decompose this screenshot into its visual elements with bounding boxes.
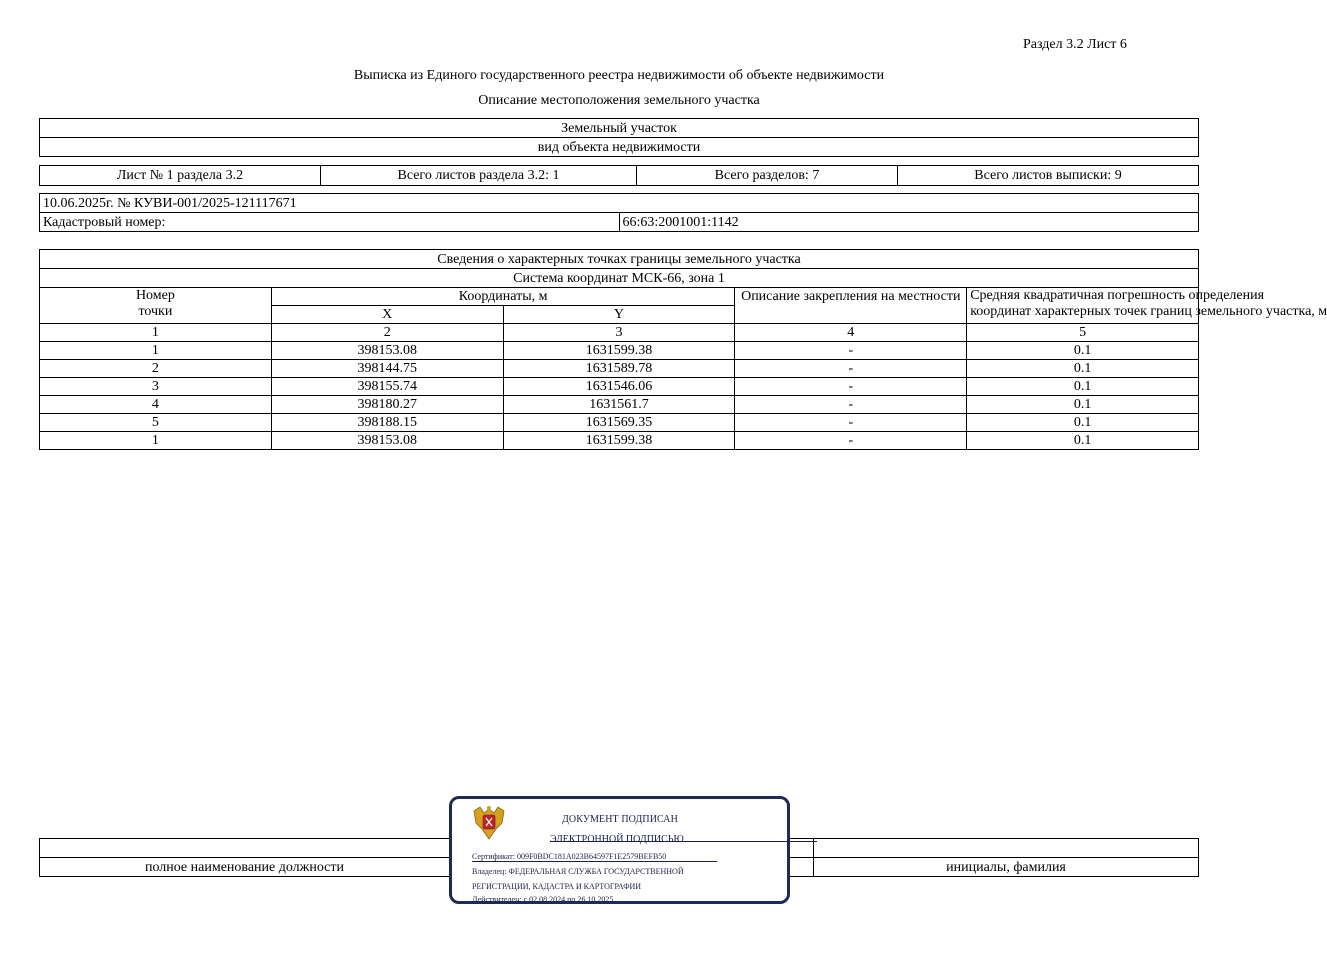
sheet-number: Лист № 1 раздела 3.2 — [40, 166, 321, 186]
col-coordinates: Координаты, м — [271, 288, 735, 306]
point-description: - — [735, 396, 967, 414]
point-x: 398155.74 — [271, 378, 503, 396]
col-y: Y — [503, 306, 735, 324]
position-caption: полное наименование должности — [40, 858, 450, 877]
cadastral-number: 66:63:2001001:1142 — [619, 213, 1199, 232]
col-point-number-line1: Номер — [135, 288, 175, 303]
document-info-table — [39, 193, 1199, 232]
cadastral-label: Кадастровый номер: — [40, 213, 620, 232]
name-caption: инициалы, фамилия — [814, 858, 1199, 877]
total-sheets-count: Всего листов выписки: 9 — [898, 166, 1199, 186]
point-y: 1631569.35 — [503, 414, 735, 432]
document-subtitle: Описание местоположения земельного участка — [478, 93, 760, 108]
point-number: 3 — [40, 378, 272, 396]
point-number: 2 — [40, 360, 272, 378]
point-x: 398144.75 — [271, 360, 503, 378]
col-point-number — [40, 288, 272, 324]
electronic-signature-stamp — [449, 796, 790, 904]
index-cell: 5 — [967, 324, 1199, 342]
index-row — [40, 324, 1199, 342]
point-y: 1631561.7 — [503, 396, 735, 414]
point-error: 0.1 — [967, 342, 1199, 360]
table-row — [40, 414, 1199, 432]
index-cell: 4 — [735, 324, 967, 342]
point-error: 0.1 — [967, 414, 1199, 432]
object-type-table — [39, 118, 1199, 157]
col-error-line1: Средняя квадратичная погрешность определения — [970, 288, 1265, 303]
point-number: 1 — [40, 342, 272, 360]
stamp-certificate: Сертификат: 009F0BDC181A023B64597F1E2579BEFB50 — [472, 852, 667, 861]
index-cell: 1 — [40, 324, 272, 342]
index-cell: 2 — [271, 324, 503, 342]
stamp-divider — [550, 841, 817, 842]
points-table-title: Сведения о характерных точках границы земельного участка — [40, 250, 1199, 269]
point-y: 1631599.38 — [503, 342, 735, 360]
point-number: 1 — [40, 432, 272, 450]
point-x: 398180.27 — [271, 396, 503, 414]
object-type-caption: вид объекта недвижимости — [40, 138, 1199, 157]
stamp-underline — [472, 861, 717, 862]
point-description: - — [735, 342, 967, 360]
position-cell — [40, 839, 450, 858]
point-error: 0.1 — [967, 360, 1199, 378]
stamp-line2: ЭЛЕКТРОННОЙ ПОДПИСЬЮ — [550, 834, 684, 845]
table-row — [40, 342, 1199, 360]
coordinate-system: Система координат МСК-66, зона 1 — [40, 269, 1199, 288]
date-number: 10.06.2025г. № КУВИ-001/2025-121117671 — [40, 194, 1199, 213]
point-error: 0.1 — [967, 432, 1199, 450]
col-description: Описание закрепления на местности — [735, 288, 967, 324]
name-cell — [814, 839, 1199, 858]
point-y: 1631599.38 — [503, 432, 735, 450]
document-title: Выписка из Единого государственного реестра недвижимости об объекте недвижимости — [353, 68, 885, 83]
stamp-validity: Действителен: с 02.08.2024 по 26.10.2025 — [472, 895, 614, 904]
stamp-line1: ДОКУМЕНТ ПОДПИСАН — [562, 814, 678, 825]
col-error — [967, 288, 1327, 324]
point-number: 5 — [40, 414, 272, 432]
point-description: - — [735, 360, 967, 378]
table-row — [40, 396, 1199, 414]
point-error: 0.1 — [967, 396, 1199, 414]
coat-of-arms-icon — [470, 803, 508, 843]
stamp-owner-line2: РЕГИСТРАЦИИ, КАДАСТРА И КАРТОГРАФИИ — [472, 882, 642, 891]
point-number: 4 — [40, 396, 272, 414]
point-x: 398153.08 — [271, 432, 503, 450]
sheet-info-table — [39, 165, 1199, 186]
section-sheets-count: Всего листов раздела 3.2: 1 — [321, 166, 637, 186]
col-x: X — [271, 306, 503, 324]
table-row — [40, 378, 1199, 396]
sections-count: Всего разделов: 7 — [637, 166, 898, 186]
point-y: 1631589.78 — [503, 360, 735, 378]
point-x: 398153.08 — [271, 342, 503, 360]
point-x: 398188.15 — [271, 414, 503, 432]
point-y: 1631546.06 — [503, 378, 735, 396]
section-sheet-label: Раздел 3.2 Лист 6 — [1023, 37, 1127, 52]
table-row — [40, 360, 1199, 378]
point-description: - — [735, 414, 967, 432]
point-error: 0.1 — [967, 378, 1199, 396]
col-error-line2: координат характерных точек границ земельного участка, м — [970, 304, 1327, 319]
boundary-points-table — [39, 249, 1327, 450]
object-type: Земельный участок — [40, 119, 1199, 138]
stamp-owner-line1: Владелец: ФЕДЕРАЛЬНАЯ СЛУЖБА ГОСУДАРСТВЕННОЙ — [472, 867, 684, 876]
index-cell: 3 — [503, 324, 735, 342]
col-point-number-line2: точки — [138, 304, 173, 319]
point-description: - — [735, 378, 967, 396]
point-description: - — [735, 432, 967, 450]
table-row — [40, 432, 1199, 450]
